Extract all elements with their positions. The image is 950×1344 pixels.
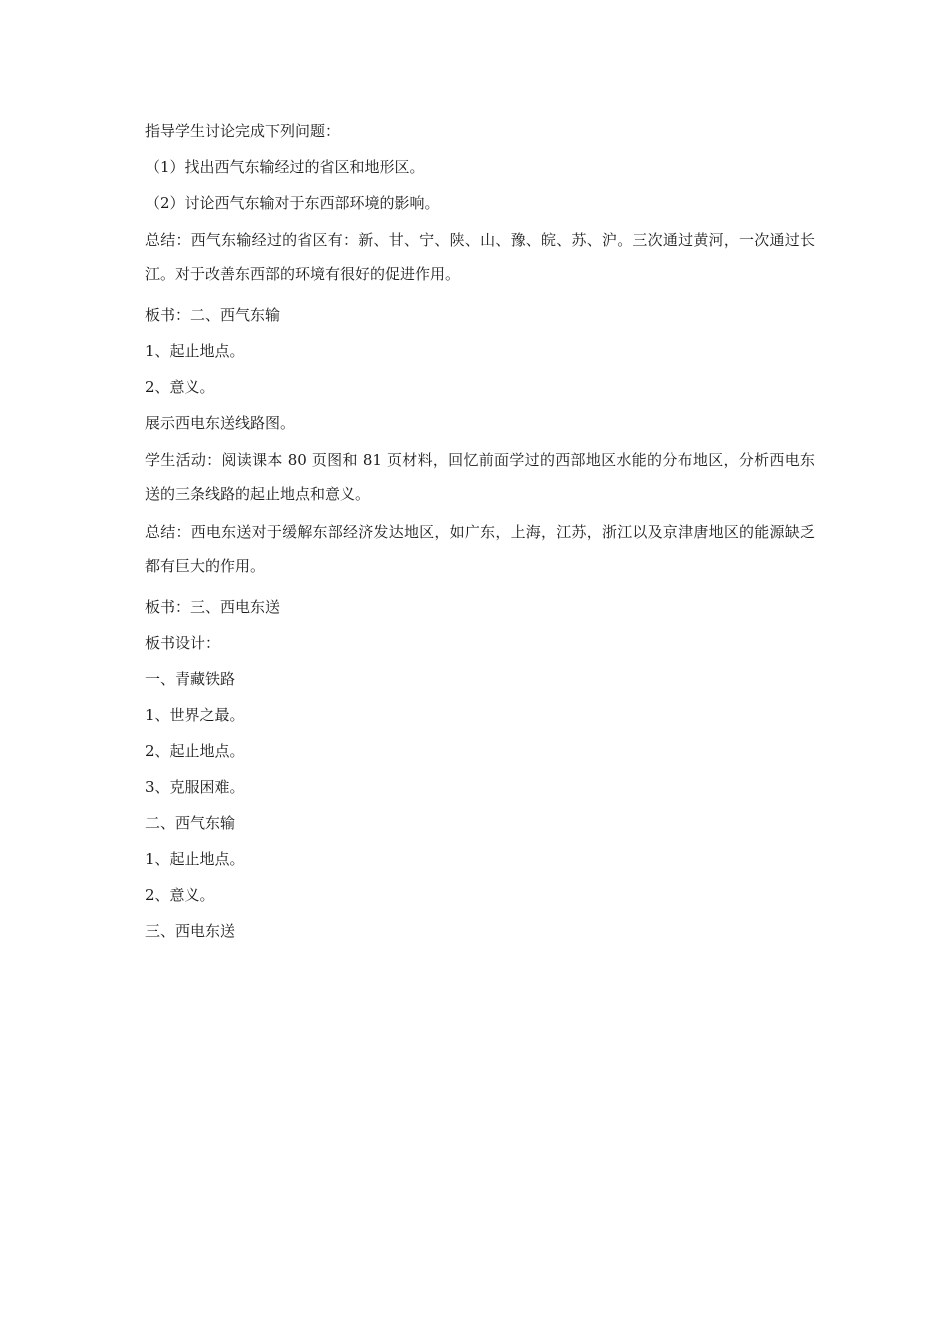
outline-item-2-2: 2、意义。 xyxy=(145,886,215,904)
list-item-significance: 2、意义。 xyxy=(145,378,215,396)
paragraph-show-map: 展示西电东送线路图。 xyxy=(145,414,296,432)
paragraph-student-activity: 学生活动：阅读课本 80 页图和 81 页材料，回忆前面学过的西部地区水能的分布地区，分析西电东送的三条线路的起止地点和意义。 xyxy=(145,451,815,503)
paragraph-board-gas: 板书：二、西气东输 xyxy=(145,306,281,324)
outline-item-1-2: 2、起止地点。 xyxy=(145,742,245,760)
outline-item-1-1: 1、世界之最。 xyxy=(145,706,245,724)
document-body xyxy=(145,121,815,941)
outline-section-2: 二、西气东输 xyxy=(145,814,236,832)
heading-board-design: 板书设计： xyxy=(145,634,221,652)
outline-item-2-1: 1、起止地点。 xyxy=(145,850,245,868)
paragraph-summary-gas: 总结：西气东输经过的省区有：新、甘、宁、陕、山、豫、皖、苏、沪。三次通过黄河，一次通过长江。对于改善东西部的环境有很好的促进作用。 xyxy=(145,231,815,283)
outline-item-1-3: 3、克服困难。 xyxy=(145,778,245,796)
list-item-start-end: 1、起止地点。 xyxy=(145,342,245,360)
paragraph-board-power: 板书：三、西电东送 xyxy=(145,598,281,616)
paragraph-question-2: （2）讨论西气东输对于东西部环境的影响。 xyxy=(145,194,440,212)
paragraph-summary-power: 总结：西电东送对于缓解东部经济发达地区，如广东，上海，江苏，浙江以及京津唐地区的能源缺乏都有巨大的作用。 xyxy=(145,523,815,575)
paragraph-instruction: 指导学生讨论完成下列问题： xyxy=(145,122,341,140)
paragraph-question-1: （1）找出西气东输经过的省区和地形区。 xyxy=(145,158,425,176)
outline-section-3: 三、西电东送 xyxy=(145,922,236,940)
outline-section-1: 一、青藏铁路 xyxy=(145,670,236,688)
